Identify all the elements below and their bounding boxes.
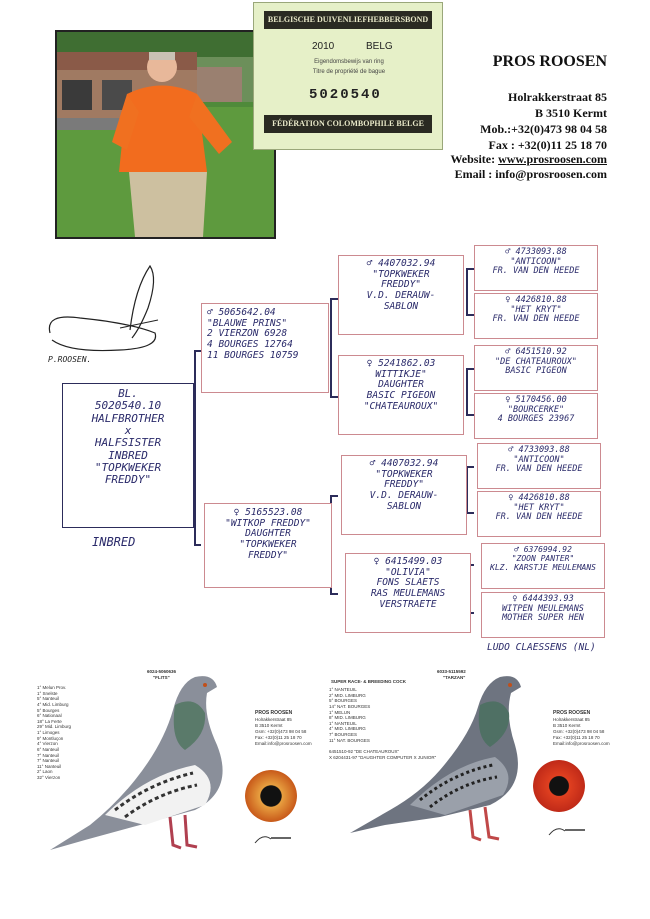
bracket-gen1-bottom (194, 544, 201, 546)
mobile-number: Mob.:+32(0)473 98 04 58 (480, 122, 607, 136)
card-owner-line: Fax: +32(0)11 25 18 70 (255, 735, 302, 740)
signature-scribble (40, 258, 170, 368)
pigeon-eye-flits (245, 770, 297, 822)
card-owner-line: Email:info@prosroosen.com (553, 741, 610, 746)
card-owner-line: Holrakkerstraat 85 (553, 717, 590, 722)
grandparent-line: SABLON (383, 300, 419, 312)
dam-line: FREDDY" (247, 549, 289, 561)
result-line: 6° Nationaal (37, 713, 62, 719)
grandparent-box-2 (338, 355, 464, 435)
bracket-gen2-a-bottom (330, 396, 338, 398)
great-grandparent-line: "ANTICOON" (510, 256, 562, 267)
great-grandparent-box-8 (481, 592, 605, 638)
great-grandparent-line: "DE CHATEAUROUX" (495, 356, 577, 367)
website-link[interactable]: www.prosroosen.com (498, 152, 607, 166)
result-line: 8° MID. LIMBURG (329, 715, 366, 721)
certificate-line-1: Eigendomsbewijs van ring (314, 59, 384, 65)
result-line: 1° NANTEUIL (329, 687, 357, 692)
result-line: 1° Limoges (37, 730, 60, 735)
certificate-country: BELG (366, 41, 393, 52)
bracket-gen3-a-bottom (466, 314, 474, 316)
bracket-gen3-a (466, 268, 468, 316)
grandparent-box-3 (341, 455, 467, 535)
dam-line: "TOPKWEKER (239, 538, 297, 550)
result-line: 18° La Ferte (37, 718, 62, 724)
card-owner-line: Gsm: +32(0)473 98 04 58 (553, 729, 605, 734)
dam-line: ♀ 5165523.08 (233, 507, 303, 518)
grandparent-line: ♀ 5241862.03 (366, 358, 436, 369)
grandparent-line: FREDDY" (380, 279, 422, 291)
great-grandparent-box-4 (474, 393, 598, 439)
result-line: 1° MELUN (329, 709, 351, 715)
grandparent-box-1 (338, 255, 464, 335)
subject-line: "TOPKWEKER (94, 460, 162, 474)
grandparent-line: VERSTRAETE (379, 598, 437, 610)
great-grandparent-line: ♀ 5170456.00 (505, 395, 567, 405)
result-line: 1° Snelste (37, 690, 58, 696)
great-grandparent-line: FR. VAN DEN HEEDE (495, 512, 583, 523)
great-grandparent-line: MOTHER SUPER HEN (502, 613, 584, 624)
grandparent-line: FONS SLAETS (376, 577, 440, 589)
great-grandparent-line: ♂ 6451510.92 (505, 347, 567, 357)
great-grandparent-line: FR. VAN DEN HEEDE (495, 464, 583, 475)
pigeon-eye-tarzan (533, 760, 585, 812)
subject-inbred-note: INBRED (92, 535, 136, 549)
result-line: 29° Mid. Limburg (37, 724, 72, 730)
result-line: 2° MID. LIMBURG (329, 692, 366, 698)
result-line: 2° Laon (37, 769, 53, 775)
result-line: 14° NAT. BOURGES (329, 703, 371, 709)
pigeon-card-tarzan (325, 665, 625, 865)
great-grandparent-line: "ANTICOON" (513, 454, 565, 465)
card-owner-name: PROS ROOSEN (553, 710, 591, 716)
bottom-note: LUDO CLAESSENS (NL) (487, 642, 596, 653)
result-line: 6° Nanteuil (37, 746, 60, 752)
bracket-gen3-b-top (466, 368, 474, 370)
sire-box (201, 303, 329, 393)
great-grandparent-box-7 (481, 543, 605, 589)
card-owner-line: Fax: +32(0)11 25 18 70 (553, 735, 600, 740)
pigeon-image-tarzan (345, 665, 535, 860)
pedigree-line: 6451510-92 "DE CHATEAUROUX" (329, 749, 400, 754)
card-ring: 6033-5115592 (437, 669, 466, 674)
result-line: 32° Vierzon (37, 775, 61, 780)
certificate-year: 2010 (312, 41, 335, 52)
certificate-line-2: Titre de propriété de bague (312, 69, 386, 75)
subject-pigeon-box (62, 383, 194, 528)
result-line: 5° Nanteuil (37, 696, 60, 702)
grandparent-line: "TOPKWEKER (372, 268, 430, 280)
grandparent-line: DAUGHTER (378, 379, 424, 391)
dam-line: DAUGHTER (245, 528, 291, 540)
result-line: 5° BOURGES (329, 698, 358, 704)
subject-line: HALFSISTER (94, 436, 162, 450)
result-line: 11° Nanteuil (37, 763, 62, 769)
dam-line: "WITKOP FREDDY" (225, 517, 311, 529)
website-label: Website: (450, 152, 496, 166)
grandparent-line: V.D. DERAUW- (369, 489, 439, 501)
photographer-logo (547, 825, 587, 839)
subject-line: BL. (118, 387, 138, 400)
fax-number: Fax : +32(0)11 25 18 70 (488, 138, 607, 152)
subject-line: 5020540.10 (94, 399, 162, 413)
bracket-gen3-c-bottom (466, 512, 474, 514)
great-grandparent-line: "HET KRYT" (513, 502, 565, 513)
sire-line: ♂ 5065642.04 (207, 307, 276, 318)
card-owner-name: PROS ROOSEN (255, 710, 293, 716)
bracket-gen2-a-top (330, 298, 338, 300)
grandparent-line: RAS MEULEMANS (370, 587, 446, 599)
result-line: 7° Nanteuil (37, 752, 60, 758)
bracket-gen1-top (194, 350, 201, 352)
great-grandparent-box-6 (477, 491, 601, 537)
sire-line: 2 VIERZON 6928 (207, 328, 288, 340)
grandparent-line: BASIC PIGEON (366, 389, 436, 401)
sire-line: 4 BOURGES 12764 (207, 338, 293, 350)
great-grandparent-line: ♀ 4426810.88 (505, 295, 567, 305)
grandparent-line: "CHATEAUROUX" (363, 400, 439, 412)
great-grandparent-line: ♀ 6444393.93 (512, 594, 574, 604)
card-owner-line: Gsm: +32(0)473 98 04 58 (255, 729, 307, 734)
email-address: Email : info@prosroosen.com (454, 167, 607, 181)
certificate-bottom-band: FÉDÉRATION COLOMBOPHILE BELGE (264, 115, 432, 133)
bracket-gen3-c-top (466, 466, 474, 468)
card-name: "FLITS" (153, 675, 170, 680)
breeder-name: PROS ROOSEN (492, 53, 607, 70)
result-line: 1° Melun Prov. (37, 685, 67, 690)
great-grandparent-box-1 (474, 245, 598, 291)
grandparent-line: WITTIKJE" (375, 368, 427, 380)
website-line (450, 152, 607, 167)
certificate-number: 5020540 (309, 87, 382, 103)
great-grandparent-line: ♂ 4733093.88 (505, 247, 567, 257)
grandparent-line: V.D. DERAUW- (366, 289, 436, 301)
grandparent-line: SABLON (386, 500, 422, 512)
card-owner-line: Email:info@prosroosen.com (255, 741, 312, 746)
result-line: 7° BOURGES (329, 732, 358, 737)
bracket-gen3-b-bottom (466, 414, 474, 416)
address-city: B 3510 Kermt (535, 106, 607, 120)
result-line: 7° Nanteuil (37, 758, 60, 764)
great-grandparent-line: ♂ 6376994.92 (514, 545, 572, 554)
grandparent-line: FREDDY" (383, 479, 425, 491)
subject-line: INBRED (108, 448, 148, 462)
result-line: 5° Bourges (37, 707, 60, 713)
grandparent-line: "OLIVIA" (385, 566, 431, 578)
pigeon-card-flits (35, 665, 325, 865)
great-grandparent-line: WITPEN MEULEMANS (502, 603, 584, 614)
breeder-photo-graphic (57, 32, 274, 237)
great-grandparent-line: "HET KRYT" (510, 304, 562, 315)
bracket-gen3-a-top (466, 268, 474, 270)
pigeon-image-flits (45, 665, 245, 860)
card-name: "TARZAN" (443, 675, 466, 680)
great-grandparent-line: "ZOON PANTER" (511, 553, 575, 563)
great-grandparent-line: FR. VAN DEN HEEDE (492, 266, 580, 277)
subject-line: x (124, 423, 132, 437)
great-grandparent-line: FR. VAN DEN HEEDE (492, 314, 580, 325)
result-line: 11° NAT. BOURGES (329, 737, 370, 743)
great-grandparent-line: ♂ 4733093.88 (508, 445, 570, 455)
photographer-logo (253, 833, 293, 847)
card-owner-line: B 3510 Kermt (553, 723, 581, 728)
pedigree-line: X 6204431-97 "DAUGHTER COMPUTER X JUNIOR" (329, 754, 437, 760)
bracket-gen2-b-top (330, 495, 338, 497)
bracket-gen2-a (330, 298, 332, 398)
great-grandparent-box-3 (474, 345, 598, 391)
result-line: 4° MID. LIMBURG (329, 726, 366, 732)
great-grandparent-line: ♀ 4426810.88 (508, 493, 570, 503)
great-grandparent-line: 4 BOURGES 23967 (497, 414, 575, 425)
bracket-gen1 (194, 350, 196, 546)
result-line: 4° Vierzon (37, 741, 58, 747)
grandparent-line: ♀ 6415499.03 (373, 556, 443, 567)
sire-line: 11 BOURGES 10759 (207, 349, 299, 361)
signature-name: P.ROOSEN. (48, 355, 92, 364)
dam-box (204, 503, 332, 588)
result-line: 4° Mid. Limburg (37, 701, 69, 707)
certificate-top-band: BELGISCHE DUIVENLIEFHEBBERSBOND (264, 11, 432, 29)
subject-line: FREDDY" (104, 473, 152, 487)
card-owner-line: B 3510 Kermt (255, 723, 283, 728)
card-header: SUPER RACE- & BREEDING COCK (331, 679, 407, 684)
card-owner-line: Holrakkerstraat 85 (255, 717, 292, 722)
great-grandparent-line: BASIC PIGEON (505, 366, 567, 377)
result-line: 9° Montluçon (37, 735, 64, 741)
ring-certificate (253, 2, 443, 150)
great-grandparent-line: KLZ. KARSTJE MEULEMANS (490, 562, 596, 572)
grandparent-box-4 (345, 553, 471, 633)
subject-line: HALFBROTHER (91, 411, 165, 425)
grandparent-line: "TOPKWEKER (375, 468, 433, 480)
grandparent-line: ♂ 4407032.94 (366, 258, 436, 269)
card-ring: 6024-5060636 (147, 669, 177, 674)
bracket-gen2-b-bottom (330, 593, 338, 595)
sire-line: "BLAUWE PRINS" (207, 317, 288, 329)
great-grandparent-line: "BOURCERKE" (507, 404, 565, 415)
result-line: 1° NANTEUIL (329, 720, 357, 726)
grandparent-line: ♂ 4407032.94 (369, 458, 439, 469)
great-grandparent-box-5 (477, 443, 601, 489)
breeder-photo (55, 30, 276, 239)
bracket-gen3-b (466, 368, 468, 416)
address-street: Holrakkerstraat 85 (508, 90, 607, 104)
great-grandparent-box-2 (474, 293, 598, 339)
